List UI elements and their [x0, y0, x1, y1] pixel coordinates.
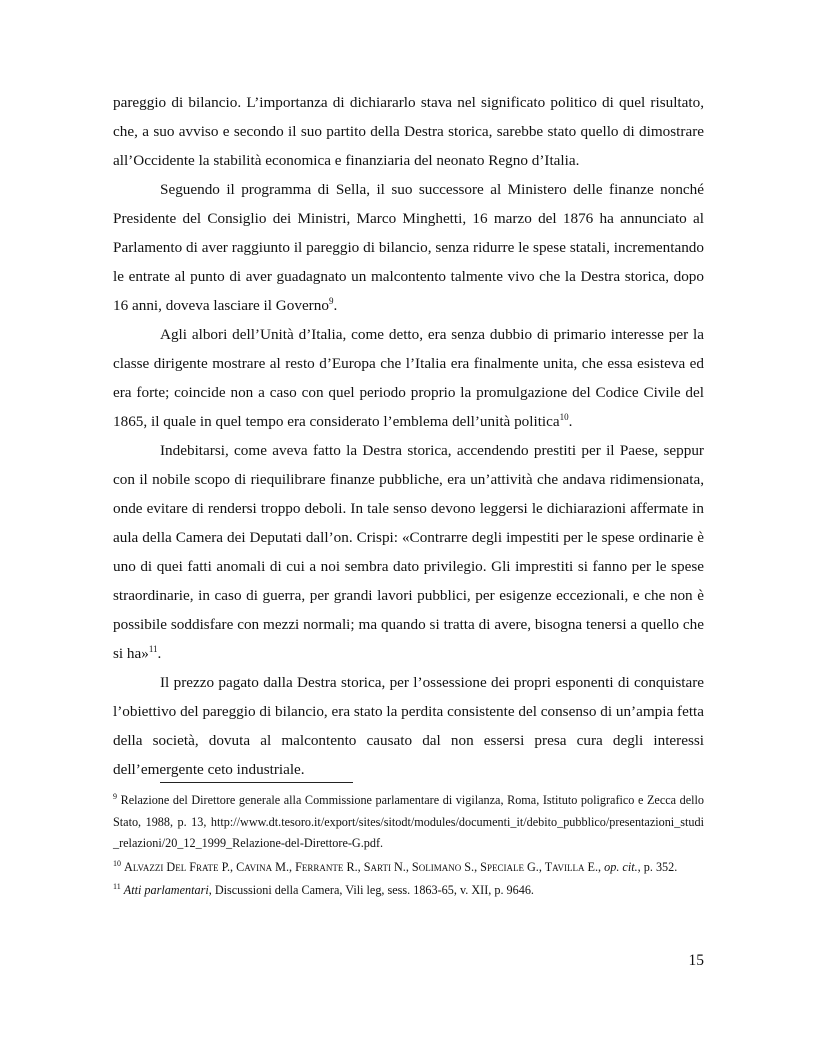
footnote-separator: [160, 782, 353, 783]
paragraph-2: Seguendo il programma di Sella, il suo successore al Ministero delle finanze nonché Presidente del Consiglio dei Ministri, Marco Minghetti, 16 marzo del 1876 ha annunciato al Parlamento di aver raggiunto il pareggio di bilancio, senza ridurre le spese statali, incrementando le entrate al punto di aver guadagnato un malcontento talmente vivo che la Destra storica, dopo 16 anni, doveva lasciare il Governo$^9$.: [113, 181, 704, 314]
footnote-11: $^{11}$ Atti parlamentari, Discussioni della Camera, Vili leg, sess. 1863-65, v. XII, p. 9646.: [113, 882, 534, 897]
footnote-10: $^{10}$ Alvazzi Del Frate P., Cavina M., Ferrante R., Sarti N., Solimano S., Speciale G., Tavilla E., op. cit., p. 352.: [113, 858, 678, 874]
paragraph-3-text: Agli albori dell’Unità d’Italia, come detto, era senza dubbio di primario interesse per la classe dirigente mostrare al resto d’Europa che l’Italia era finalmente unita, che essa esisteva ed era forte; coincide non a caso con quel periodo proprio la promulgazione del Codice Civile del 1865, il quale in quel tempo era considerato l’emblema dell’unità politica: [113, 326, 704, 430]
paragraph-1-text: pareggio di bilancio. L’importanza di dichiararlo stava nel significato politico di quel risultato, che, a suo avviso e secondo il suo partito della Destra storica, sarebbe stato quello di dimostrare all’Occidente la stabilità economica e finanziaria del neonato Regno d’Italia.: [113, 94, 704, 169]
footnote-ref-10[interactable]: 10: [559, 412, 569, 422]
paragraph-2-text: Seguendo il programma di Sella, il suo successore al Ministero delle finanze nonché Presidente del Consiglio dei Ministri, Marco Minghetti, 16 marzo del 1876 ha annunciato al Parlamento di aver raggiunto il pareggio di bilancio, senza ridurre le spese statali, incrementando le entrate al punto di aver guadagnato un malcontento talmente vivo che la Destra storica, dopo 16 anni, doveva lasciare il Governo: [113, 181, 704, 314]
footnote-9: $^9$ Relazione del Direttore generale alla Commissione parlamentare di vigilanza, Roma, Istituto poligrafico e Zecca dello Stato, 1988, p. 13, http://www.dt.tesoro.it/export/sites/sitodt/modules/documenti_it/debito_pubblico/presentazioni_studi_relazioni/20_12_1999_Relazione-del-Direttore-G.pdf.: [113, 792, 704, 850]
paragraph-3: Agli albori dell’Unità d’Italia, come detto, era senza dubbio di primario interesse per la classe dirigente mostrare al resto d’Europa che l’Italia era finalmente unita, che essa esisteva ed era forte; coincide non a caso con quel periodo proprio la promulgazione del Codice Civile del 1865, il quale in quel tempo era considerato l’emblema dell’unità politica$^{10}$.: [113, 326, 704, 430]
footnote-ref-11[interactable]: 11: [148, 644, 158, 654]
paragraph-5-text: Il prezzo pagato dalla Destra storica, per l’ossessione dei propri esponenti di conquistare l’obiettivo del pareggio di bilancio, era stato la perdita consistente del consenso di un’ampia fetta della società, dovuta al malcontento causato dal non essersi presa cura degli interessi dell’emergente ceto industriale.: [113, 674, 704, 778]
page-number: 15: [688, 952, 704, 969]
body-text: [113, 88, 704, 784]
paragraph-4: Indebitarsi, come aveva fatto la Destra storica, accendendo prestiti per il Paese, seppur con il nobile scopo di riequilibrare finanze pubbliche, era un’attività che andava ridimensionata, onde evitare di rendersi troppo deboli. In tale senso devono leggersi le dichiarazioni affermate in aula della Camera dei Deputati dall’on. Crispi: «Contrarre degli impestiti per le spese ordinarie è uno di quei fatti anomali di cui a noi sembra dato privilegio. Gli imprestiti si fanno per le spese straordinarie, in caso di guerra, per grandi lavori pubblici, per esigenze eccezionali, e che non è possibile soddisfare con mezzi normali; ma quando si tratta di avere, bisogna tenersi a quello che si ha»$^{11}$.: [113, 442, 704, 662]
paragraph-4-text: Indebitarsi, come aveva fatto la Destra storica, accendendo prestiti per il Paese, seppur con il nobile scopo di riequilibrare finanze pubbliche, era un’attività che andava ridimensionata, onde evitare di rendersi troppo deboli. In tale senso devono leggersi le dichiarazioni affermate in aula della Camera dei Deputati dall’on. Crispi: «Contrarre degli impestiti per le spese ordinarie è uno di quei fatti anomali di cui a noi sembra dato privilegio. Gli imprestiti si fanno per le spese straordinarie, in caso di guerra, per grandi lavori pubblici, per esigenze eccezionali, e che non è possibile soddisfare con mezzi normali; ma quando si tratta di avere, bisogna tenersi a quello che si ha»: [113, 442, 704, 662]
paragraph-1: [113, 88, 704, 175]
footnote-9-link[interactable]: http://www.dt.tesoro.it/export/sites/sitodt/modules/documenti_it/debito_pubblico/presentazioni_studi_relazioni/20_12_1999_Relazione-del-Direttore-G.pdf.: [113, 814, 704, 850]
footnotes: [113, 790, 704, 904]
paragraph-5: [113, 668, 704, 784]
footnote-ref-9[interactable]: 9: [328, 296, 334, 306]
